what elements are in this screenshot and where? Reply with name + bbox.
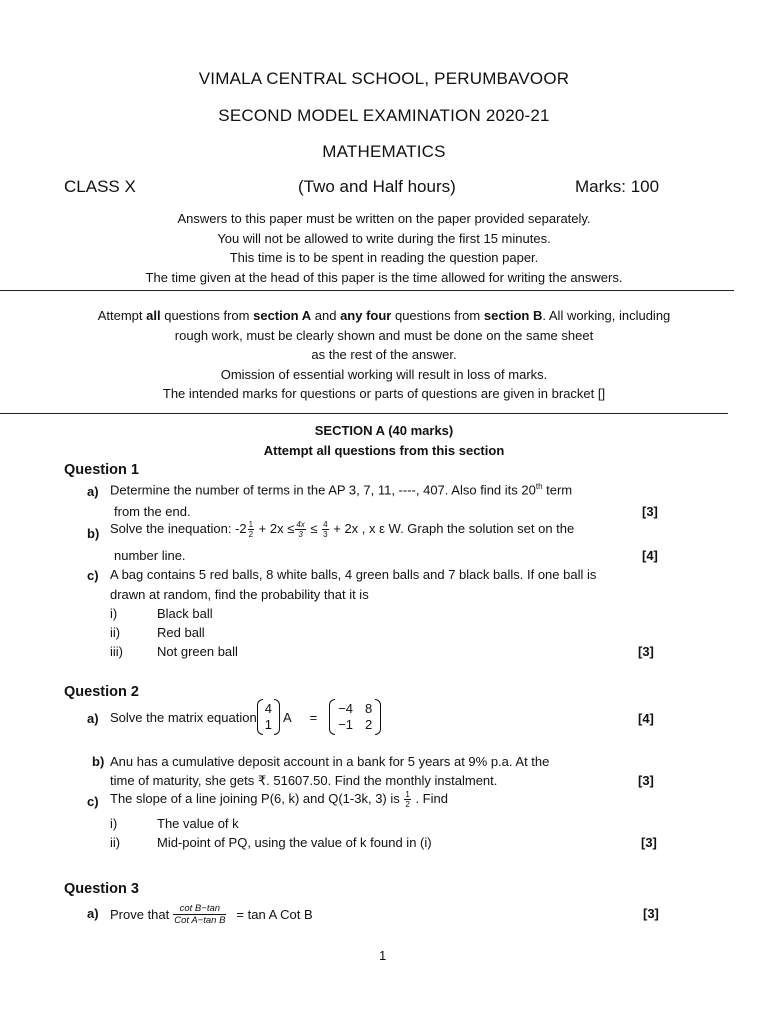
instruction-line: Answers to this paper must be written on the paper provided separately. — [177, 211, 591, 226]
q2-c-label: c) — [87, 794, 99, 809]
instruction-line: as the rest of the answer. — [311, 347, 457, 362]
q3-a-text: Prove that $\frac{\text{cot B−tan}}{\text{Cot A−tan B}}$ = tan A Cot B — [110, 902, 313, 926]
question-1-title: Question 1 — [64, 462, 139, 478]
class-label: CLASS X — [64, 177, 136, 196]
q1-a-label: a) — [87, 484, 99, 499]
fraction: $\frac{4x}{3}$ — [296, 520, 305, 539]
q1-a-text-cont: from the end. — [114, 504, 191, 519]
q1-c-label: c) — [87, 568, 99, 583]
q2-b-text: Anu has a cumulative deposit account in a bank for 5 years at 9% p.a. At the — [110, 754, 550, 769]
instruction-line: The intended marks for questions or parts of questions are given in bracket [] — [162, 386, 606, 401]
instructions-block-1 — [0, 209, 768, 287]
list-item-num: i) — [110, 816, 118, 831]
q1-b-marks: [4] — [642, 548, 658, 563]
list-item-num: ii) — [110, 835, 121, 850]
question-3-title: Question 3 — [64, 881, 139, 897]
section-title: SECTION A (40 marks) — [314, 423, 454, 438]
instruction-line: This time is to be spent in reading the question paper. — [229, 250, 539, 265]
q1-a-marks: [3] — [642, 504, 658, 519]
q3-a-marks: [3] — [643, 906, 659, 921]
instruction-line: You will not be allowed to write during the first 15 minutes. — [217, 230, 551, 246]
q2-b-text-cont: time of maturity, she gets ₹. 51607.50. Find the monthly instalment. — [110, 773, 498, 788]
fraction: $\frac{1}{2}$ — [248, 520, 254, 539]
matrix: 4 1 — [257, 699, 280, 735]
subject-title: MATHEMATICS — [322, 142, 446, 161]
list-item: Black ball — [157, 606, 213, 621]
q2-a-marks: [4] — [638, 711, 654, 726]
list-item: Red ball — [157, 625, 205, 640]
q2-b-label: b) — [92, 754, 105, 769]
list-item-num: iii) — [110, 644, 123, 659]
q1-a-text: Determine the number of terms in the AP 3, 7, 11, ----, 407. Also find its 20th term — [110, 482, 573, 498]
instruction-line: The time given at the head of this paper is the time allowed for writing the answers. — [145, 269, 623, 285]
divider-rule — [0, 290, 734, 291]
instructions-block-2 — [0, 306, 768, 404]
section-subtitle: Attempt all questions from this section — [263, 443, 505, 458]
exam-title: SECOND MODEL EXAMINATION 2020-21 — [218, 106, 550, 125]
fraction: $\frac{\text{cot B−tan}}{\text{Cot A−tan B}}$ — [174, 902, 226, 926]
instruction-line: rough work, must be clearly shown and must be done on the same sheet — [174, 327, 594, 343]
q1-b-label: b) — [87, 526, 100, 541]
q1-c-text-cont: drawn at random, find the probability that it is — [110, 587, 369, 602]
list-item: The value of k — [157, 816, 239, 831]
q1-b-text: Solve the inequation: -2 $\frac{1}{2}$ + 2x ≤ $\frac{4x}{3}$ ≤ $\frac{4}{3}$ + 2x , x ε W. Graph the solution set on the — [110, 520, 575, 539]
page-number: 1 — [379, 948, 387, 963]
divider-rule — [0, 413, 728, 414]
list-item-num: i) — [110, 606, 118, 621]
q3-a-label: a) — [87, 906, 99, 921]
q1-c-text: A bag contains 5 red balls, 8 white balls, 4 green balls and 7 black balls. If one ball is — [110, 567, 597, 582]
q1-c-marks: [3] — [638, 644, 654, 659]
duration-label: (Two and Half hours) — [298, 177, 456, 196]
question-2-title: Question 2 — [64, 684, 139, 700]
matrix: −4 8 −1 2 — [329, 699, 381, 735]
fraction: $\frac{4}{3}$ — [323, 520, 328, 539]
instruction-line: Omission of essential working will result in loss of marks. — [220, 366, 548, 382]
school-name: VIMALA CENTRAL SCHOOL, PERUMBAVOOR — [198, 69, 570, 88]
list-item: Mid-point of PQ, using the value of k found in (i) — [157, 835, 432, 850]
q2-a-label: a) — [87, 711, 99, 726]
q2-b-marks: [3] — [638, 773, 654, 788]
list-item: Not green ball — [157, 644, 238, 659]
q2-c-marks: [3] — [641, 835, 657, 850]
fraction: $\frac{1}{2}$ — [405, 790, 410, 809]
marks-label: Marks: 100 — [575, 177, 660, 196]
q2-a-text: Solve the matrix equation 4 1 A = −4 8 −1 2 — [110, 697, 381, 737]
list-item-num: ii) — [110, 625, 121, 640]
q1-b-text-cont: number line. — [114, 548, 186, 563]
q2-c-text: The slope of a line joining P(6, k) and Q(1-3k, 3) is $\frac{1}{2}$ . Find — [110, 790, 448, 809]
instruction-line: Attempt all questions from section A and any four questions from section B. All working, including — [97, 308, 671, 323]
